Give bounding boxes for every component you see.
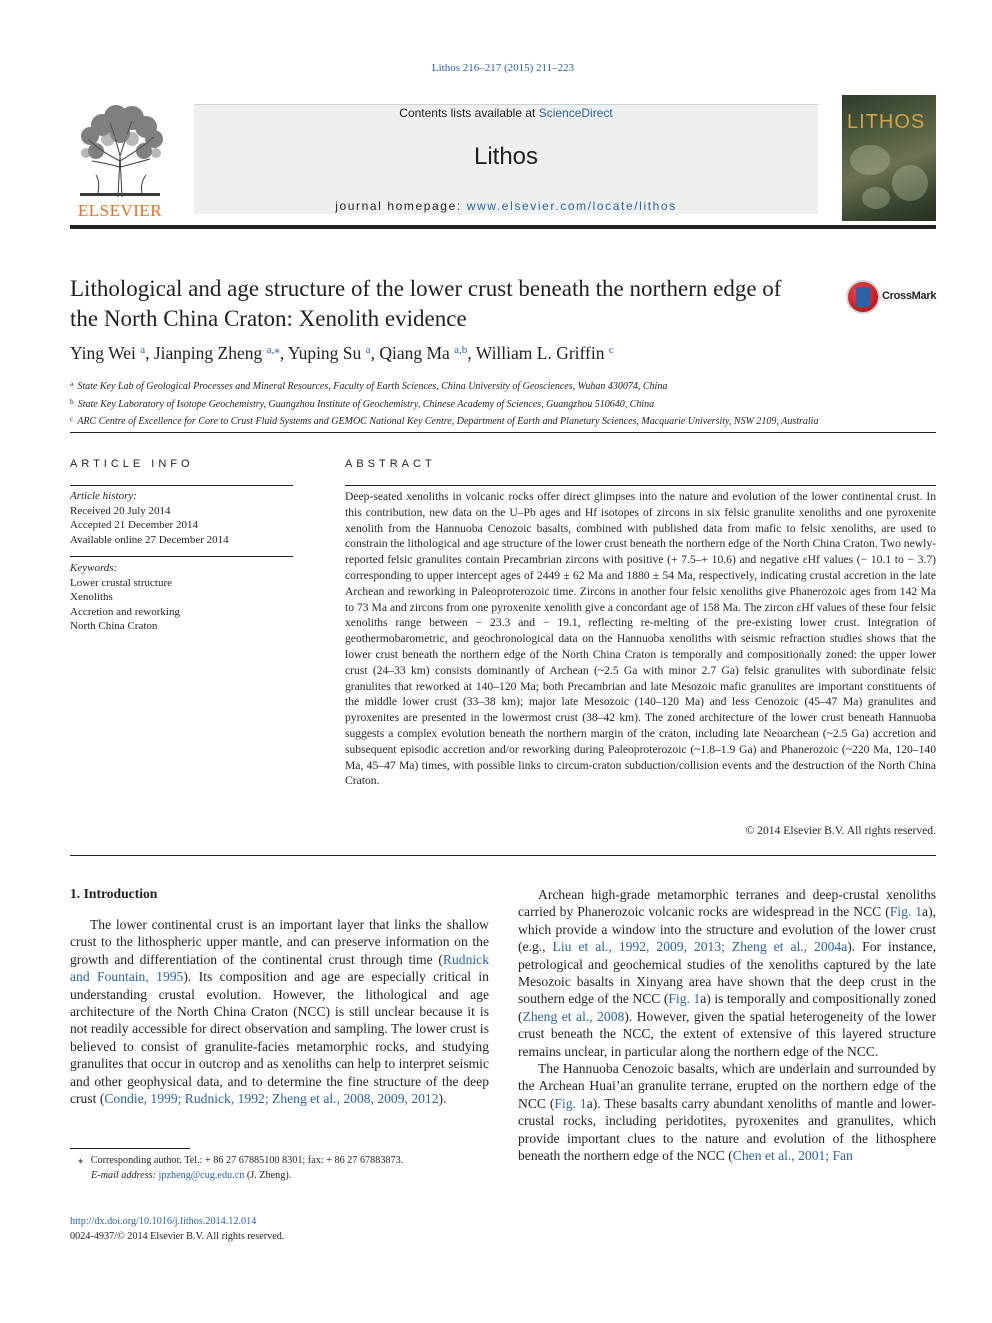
body-paragraph: The Hannuoba Cenozoic basalts, which are underlain and surrounded by the Archean Huai’an granulite terrane, erupted on the northern edge of the NCC (Fig. 1a). These basalts carry abundant xenoliths of mantle and lower-crustal rocks, including peridotites, pyroxenites and granulites, which provide important clues to the nature and evolution of the lithosphere beneath the northern edge of the NCC (Chen et al., 2001; Fan <box>518 1061 936 1164</box>
keyword-item: Accretion and reworking <box>70 605 180 618</box>
homepage-link[interactable]: www.elsevier.com/locate/lithos <box>466 199 677 213</box>
crossmark-label: CrossMark <box>882 290 937 302</box>
affiliation-divider <box>70 432 936 433</box>
footnotes <box>70 1154 489 1183</box>
journal-masthead <box>70 95 936 223</box>
footnote-divider <box>70 1148 190 1149</box>
abstract-heading: ABSTRACT <box>345 458 436 470</box>
journal-cover-image[interactable] <box>842 95 936 221</box>
keywords-block <box>70 561 293 634</box>
affiliation-list <box>70 377 936 430</box>
journal-homepage: journal homepage: www.elsevier.com/locate/lithos <box>335 199 677 213</box>
crossmark-icon <box>846 280 880 314</box>
abstract-body: Deep-seated xenoliths in volcanic rocks offer direct glimpses into the nature and evolution of the lower continental crust. In this contribution, new data on the U–Pb ages and Hf isotopes of zircons in six felsic granulite xenoliths and one pyroxenite xenolith from the Hannuoba Cenozoic basalts, combined with published data from mafic to felsic xenoliths, are used to constrain the lithological and age structure of the lower crust beneath the northern edge of the North China Craton. Two newly-reported felsic granulites contain Precambrian zircons with positive (+ 7.5–+ 10.6) and negative εHf values (− 10.1 to − 3.7) corresponding to upper intercept ages of 2449 ± 62 Ma and 1880 ± 54 Ma, respectively, indicating crustal accretion in the late Archean and reworking in Paleoproterozoic time. Zircons in another four felsic xenoliths give Phanerozoic ages from 142 Ma to 73 Ma and zircons from one pyroxenite xenolith give a concordant age of 158 Ma. The zircon εHf values of these four felsic xenoliths range between − 23.3 and − 19.1, reflecting re-melting of the pre-existing lower crust. Integration of geothermobarometric, and geochronological data on the Hannuoba xenoliths with seismic refraction studies shows that the lower crust beneath the northern edge of the North China Craton is temporally and compositionally zoned: the upper lower crust (24–33 km) consists dominantly of Archean (~2.5 Ga with minor 2.7 Ga) felsic granulites with subordinate felsic granulites that reworked at 140–120 Ma; both Precambrian and late Mesozoic mafic granulites are important constituents of the middle lower crust (33–38 km); major late Mesozoic (140–120 Ma) and less Cenozoic (45–47 Ma) granulites and pyroxenites are presented in the lowermost crust (38–42 km). The zoned architecture of the lower crust beneath Hannuoba suggests a complex evolution beneath the northern margin of the craton, including late Neoarchean (~2.5 Ga) accretion and subsequent episodic accretion and/or reworking during Paleoproterozoic (~1.8–1.9 Ga) and Phanerozoic (~220 Ma, 120–140 Ma, 45–47 Ma) times, with possible links to circum-craton subduction/collision events and the destruction of the North China Craton. <box>345 490 936 788</box>
author-name[interactable]: Yuping Su <box>287 343 362 363</box>
author-name[interactable]: Ying Wei <box>70 343 136 363</box>
email-footnote: E-mail address: jpzheng@cug.edu.cn (J. Zheng). <box>91 1169 292 1181</box>
article-info-divider <box>70 485 293 486</box>
journal-citation-link[interactable]: Lithos 216–217 (2015) 211–223 <box>431 62 575 74</box>
author-affiliation-mark[interactable]: c <box>608 344 614 356</box>
article-history <box>70 489 293 547</box>
abstract-copyright: © 2014 Elsevier B.V. All rights reserved. <box>745 824 936 837</box>
citation-link[interactable]: Liu et al., 1992, 2009, 2013; Zheng et al., 2004a <box>552 939 848 955</box>
figure-link[interactable]: Fig. 1 <box>889 904 923 920</box>
body-paragraph: Archean high-grade metamorphic terranes and deep-crustal xenoliths carried by Phanerozoic volcanic rocks are widespread in the NCC (Fig. 1a), which provide a window into the structure and evolution of the lower crust (e.g., Liu et al., 1992, 2009, 2013; Zheng et al., 2004a). For instance, petrological and geochemical studies of the xenoliths captured by the late Mesozoic basalts in Xinyang area have shown that the deep crust in the southern edge of the NCC (Fig. 1a) is temporally and compositionally zoned (Zheng et al., 2008). However, given the spatial heterogeneity of the lower crust beneath the NCC, the extent of extensive of this layered structure remains unclear, in particular along the northern edge of the NCC. <box>518 887 936 1059</box>
cover-title: LITHOS <box>847 111 926 133</box>
figure-link[interactable]: Fig. 1 <box>668 991 701 1007</box>
citation-link[interactable]: Zheng et al., 2008 <box>522 1008 625 1024</box>
journal-title[interactable]: Lithos <box>473 143 539 170</box>
email-link[interactable]: jpzheng@cug.edu.cn <box>158 1169 245 1181</box>
author-name[interactable]: Qiang Ma <box>379 343 450 363</box>
history-label: Article history: <box>70 490 137 502</box>
keyword-item: North China Craton <box>70 620 158 633</box>
author-name[interactable]: Jianping Zheng <box>153 343 263 363</box>
issn-line: 0024-4937/© 2014 Elsevier B.V. All rights reserved. <box>70 1231 285 1242</box>
keywords-label: Keywords: <box>70 562 118 574</box>
author-name[interactable]: William L. Griffin <box>475 343 605 363</box>
corresponding-author-footnote: ⁎ Corresponding author. Tel.: + 86 27 67885100 8301; fax: + 86 27 67883873. <box>78 1155 404 1166</box>
abstract-bottom-divider <box>70 855 936 856</box>
sciencedirect-link[interactable]: ScienceDirect <box>538 106 613 120</box>
journal-banner <box>194 104 818 214</box>
elsevier-wordmark: ELSEVIER <box>77 201 163 220</box>
citation-link[interactable]: Rudnick and Fountain, 1995 <box>70 951 489 985</box>
author-affiliation-mark[interactable]: a,⁎ <box>266 344 280 356</box>
author-affiliation-mark[interactable]: a <box>140 344 146 356</box>
online-date: Available online 27 December 2014 <box>70 533 229 546</box>
section-heading-introduction: 1. Introduction <box>70 886 158 901</box>
citation-link[interactable]: Chen et al., 2001; Fan <box>732 1148 853 1164</box>
crossmark-badge[interactable] <box>846 280 938 316</box>
header-divider <box>70 225 936 229</box>
affiliation-item: $^a$ State Key Lab of Geological Processes and Mineral Resources, Faculty of Earth Sciences, China University of Geosciences, Wuhan 430074, China <box>70 379 668 392</box>
author-affiliation-mark[interactable]: a <box>365 344 371 356</box>
keyword-item: Xenoliths <box>70 591 113 604</box>
elsevier-tree-icon <box>70 101 170 201</box>
received-date: Received 20 July 2014 <box>70 504 171 517</box>
author-affiliation-mark[interactable]: a,b <box>454 344 468 356</box>
doi-link[interactable]: http://dx.doi.org/10.1016/j.lithos.2014.12.014 <box>70 1216 257 1227</box>
article-info-heading: ARTICLE INFO <box>70 458 194 470</box>
citation-link[interactable]: Condie, 1999; Rudnick, 1992; Zheng et al., 2008, 2009, 2012 <box>104 1091 439 1107</box>
contents-availability: Contents lists available at ScienceDirect <box>399 106 613 120</box>
body-paragraph: The lower continental crust is an important layer that links the shallow crust to the lithospheric upper mantle, and can preserve information on the growth and differentiation of the continental crust through time (Rudnick and Fountain, 1995). Its composition and age are especially critical in understanding crustal evolution. However, the lithological and age architecture of the North China Craton (NCC) is still unclear because it is not readily accessible for direct observation and sampling. The lower crust is believed to consist of granulite-facies metamorphic rocks, and studying granulites that occur in outcrop and as xenoliths can help to interpret seismic and other geophysical data, and to determine the fine structure of the deep crust (Condie, 1999; Rudnick, 1992; Zheng et al., 2008, 2009, 2012). <box>70 917 489 1107</box>
article-identifiers <box>70 1214 470 1244</box>
keyword-item: Lower crustal structure <box>70 576 173 589</box>
affiliation-item: $^c$ ARC Centre of Excellence for Core to Crust Fluid Systems and GEMOC National Key Centre, Department of Earth and Planetary Sciences, Macquarie University, NSW 2109, Australia <box>70 414 819 427</box>
abstract-divider <box>345 485 936 486</box>
affiliation-item: $^b$ State Key Laboratory of Isotope Geochemistry, Guangzhou Institute of Geochemistry, Chinese Academy of Sciences, Guangzhou 510640, China <box>70 396 655 410</box>
article-title: Lithological and age structure of the lower crust beneath the northern edge of the North China Craton: Xenolith evidence <box>70 276 782 331</box>
accepted-date: Accepted 21 December 2014 <box>70 519 198 532</box>
keywords-divider <box>70 556 293 557</box>
elsevier-logo[interactable] <box>70 101 170 221</box>
figure-link[interactable]: Fig. 1 <box>554 1095 587 1111</box>
body-column-left <box>70 916 489 1107</box>
author-list: Ying Wei $^a$, Jianping Zheng $^{a,⁎}$, Yuping Su $^a$, Qiang Ma $^{a,b}$, William L. Griffin $^c$ <box>70 343 614 363</box>
body-column-right <box>518 886 936 1165</box>
